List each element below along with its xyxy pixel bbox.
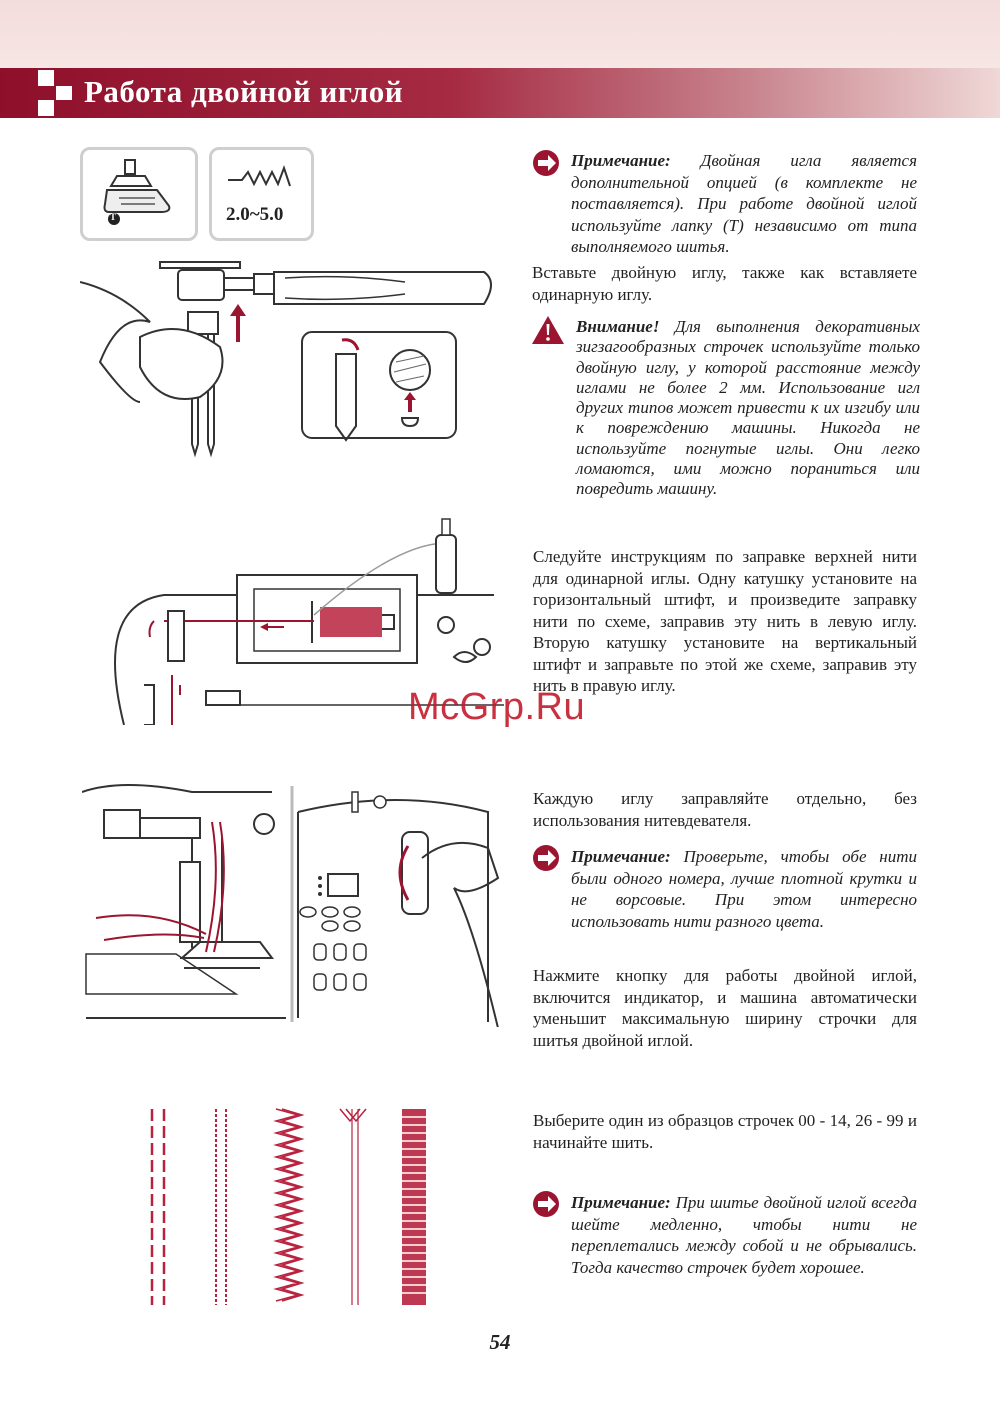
- note-1-text: Двойная игла является дополнительной опцией (в комплекте не поставляется). При работе двойной иглой используйте лапку (T) независимо от типа выполняемого шитья.: [571, 151, 917, 256]
- note-arrow-icon: [532, 149, 560, 177]
- note-2: [571, 846, 917, 932]
- section1-body: Вставьте двойную иглу, также как вставляете одинарную иглу.: [532, 263, 917, 304]
- warning-label: Внимание!: [576, 317, 660, 336]
- warning-text: Для выполнения декоративных зигзагообразных строчек используйте только двойную иглу, у которой расстояние между иглами не более 2 мм. Использование игл других типов может привести к их изгибу или к повреждению машины. Никогда не используйте погнутые иглы. Они легко ломаются, ими можно пораниться или повредить машину.: [576, 317, 920, 499]
- note-1-label: Примечание:: [571, 151, 671, 170]
- warning-icon: [531, 314, 565, 346]
- presser-foot-icon: [83, 150, 195, 238]
- zigzag-icon: [212, 156, 311, 196]
- note-3-label: Примечание:: [571, 1193, 671, 1212]
- watermark: McGrp.Ru: [408, 686, 586, 728]
- note-3: [571, 1192, 917, 1278]
- note-arrow-icon: [532, 844, 560, 872]
- needle-threading-illustration: [82, 782, 502, 1027]
- needle-insertion-illustration: [80, 252, 500, 462]
- stitch-width-box: [209, 147, 314, 241]
- section4-body: Выберите один из образцов строчек 00 - 14, 26 - 99 и начинайте шить.: [533, 1111, 917, 1152]
- header-band: [0, 0, 1000, 68]
- note-1: [571, 150, 917, 258]
- section2-body: Следуйте инструкциям по заправке верхней нити для одинарной иглы. Одну катушку установите на горизонтальный штифт, и произведите заправку нити по схеме, заправив эту нить в левую иглу. Вторую катушку установите на вертикальный штифт и заправьте по этой же схеме, заправив эту нить в правую иглу.: [533, 547, 917, 695]
- note-2-text: Проверьте, чтобы обе нити были одного номера, лучше плотной крутки и не ворсовые. При этом интересно использовать нити разного цвета.: [571, 847, 918, 931]
- presser-foot-box: [80, 147, 198, 241]
- stitch-samples-illustration: [140, 1105, 440, 1305]
- foot-letter: T: [110, 212, 117, 222]
- section3-body: Каждую иглу заправляйте отдельно, без использования нитевдевателя.: [533, 789, 917, 830]
- note-arrow-icon: [532, 1190, 560, 1218]
- note-3-text: При шитье двойной иглой всегда шейте медленно, чтобы нити не переплетались между собой и не обрывались. Тогда качество строчек будет хорошее.: [571, 1193, 917, 1277]
- page-title: Работа двойной иглой: [84, 74, 404, 109]
- warning-note: [576, 317, 920, 500]
- section3-body2: Нажмите кнопку для работы двойной иглой, включится индикатор, и машина автоматически уменьшит максимальную ширину строчки для шитья двойной иглой.: [533, 966, 917, 1050]
- note-2-label: Примечание:: [571, 847, 671, 866]
- title-squares-icon: [38, 70, 74, 116]
- page-number: 54: [489, 1330, 511, 1354]
- stitch-width-range: 2.0~5.0: [226, 204, 284, 225]
